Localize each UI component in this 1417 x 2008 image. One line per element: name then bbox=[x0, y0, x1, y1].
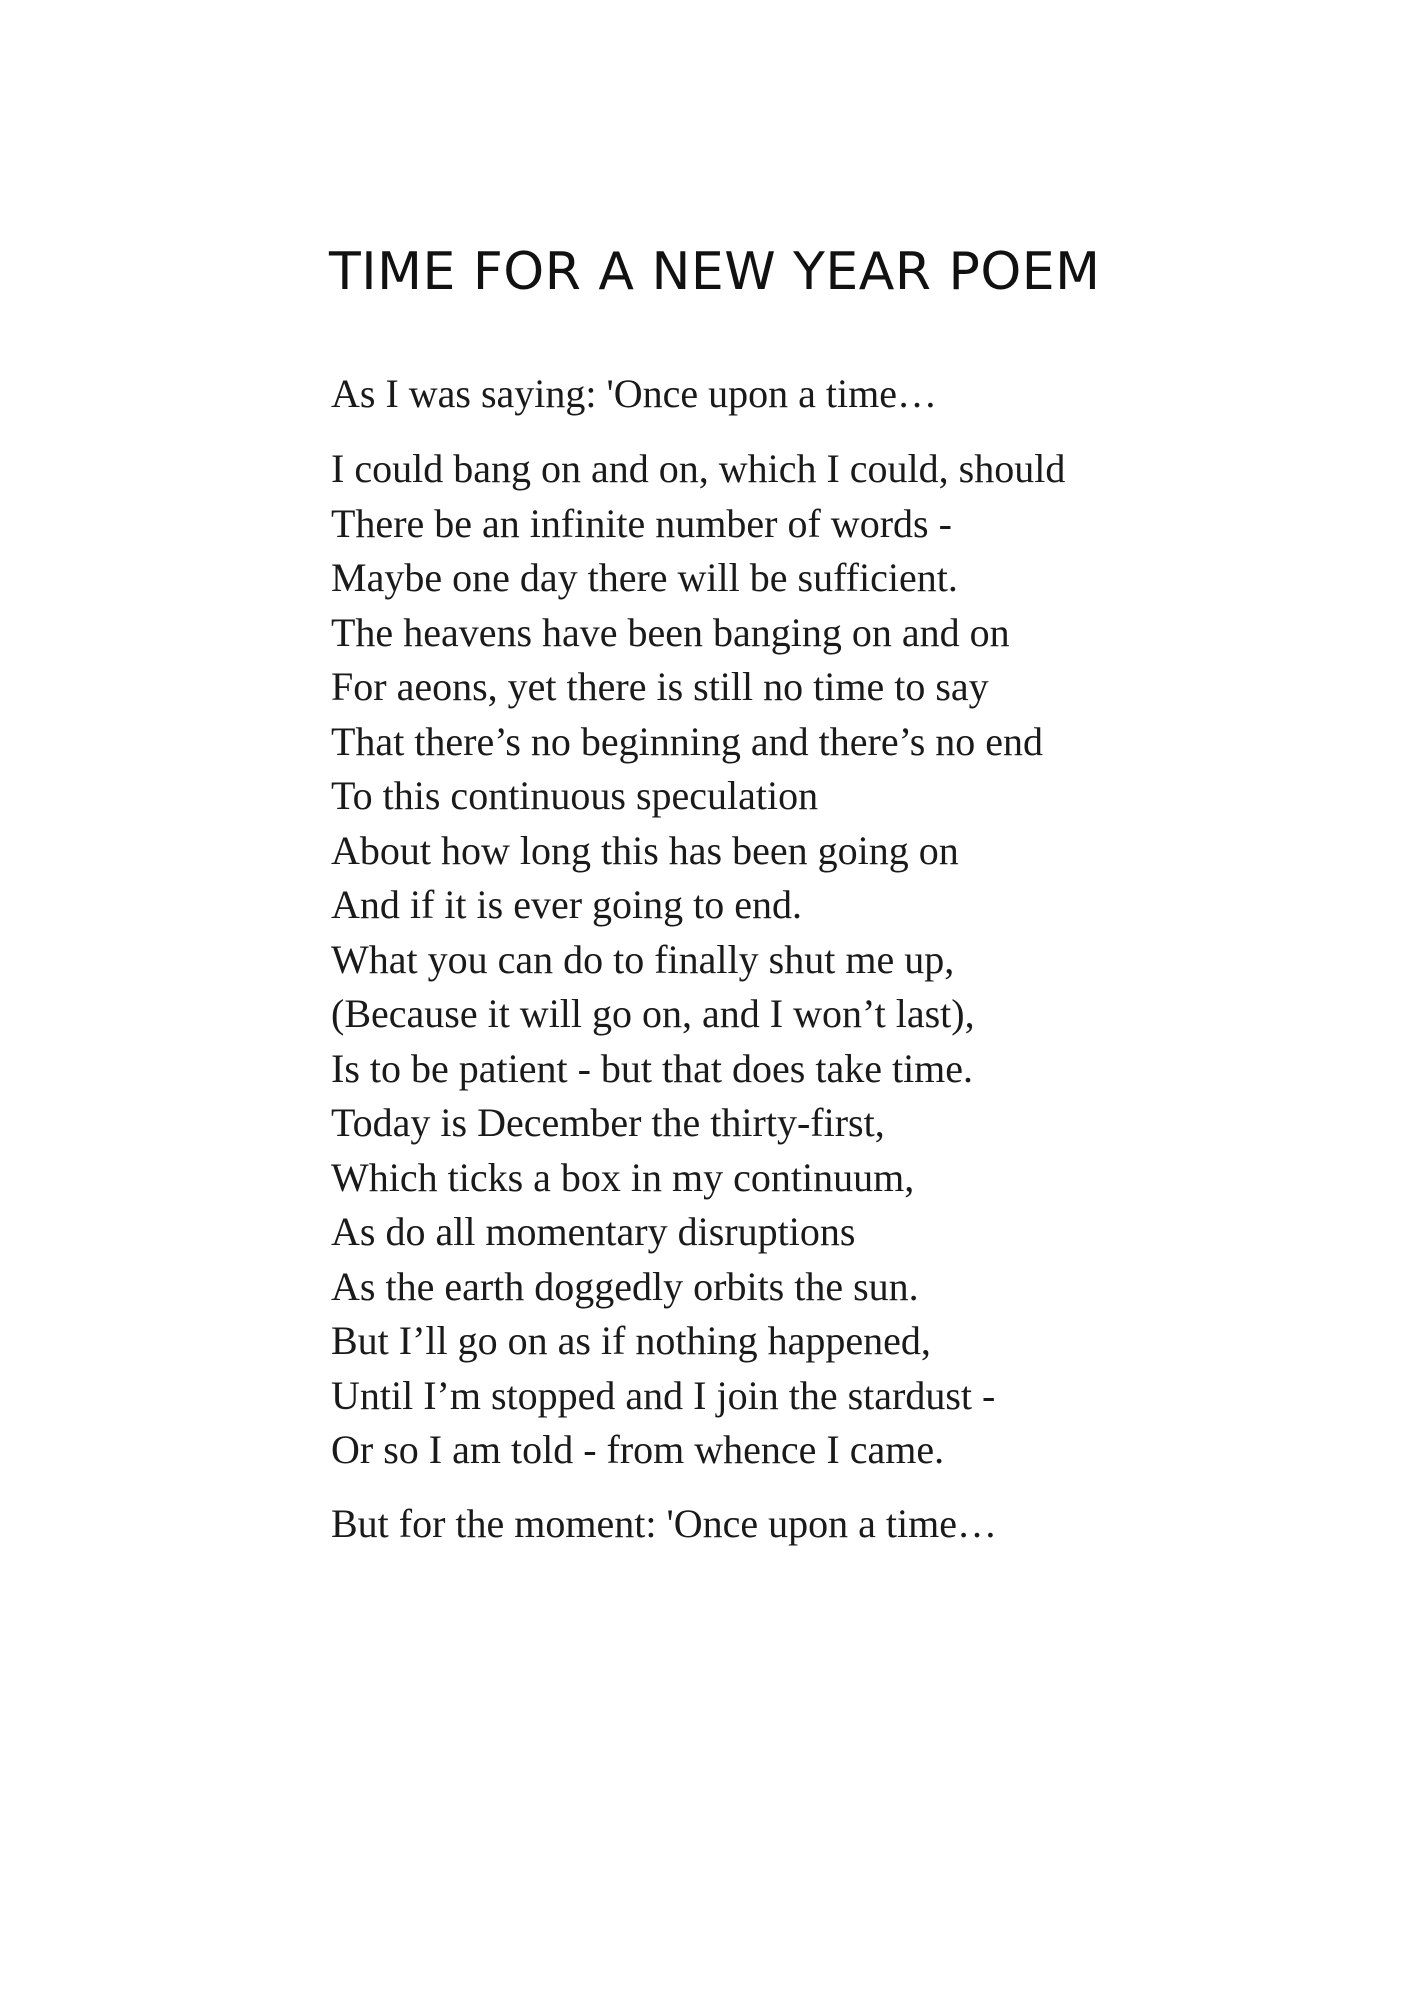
poem-line: For aeons, yet there is still no time to say bbox=[331, 664, 989, 709]
poem-line: Or so I am told - from whence I came. bbox=[331, 1427, 945, 1472]
poem-line: I could bang on and on, which I could, should bbox=[331, 446, 1066, 491]
poem-line: That there’s no beginning and there’s no end bbox=[331, 718, 1044, 764]
poem-line: What you can do to finally shut me up, bbox=[331, 936, 955, 982]
poem-line: As I was saying: 'Once upon a time… bbox=[331, 371, 937, 416]
poem-line: And if it is ever going to end. bbox=[331, 882, 803, 927]
poem-line: The heavens have been banging on and on bbox=[331, 609, 1010, 655]
closing-stanza bbox=[331, 1497, 997, 1552]
poem-line: But I’ll go on as if nothing happened, bbox=[331, 1318, 931, 1363]
poem-line: Maybe one day there will be sufficient. bbox=[331, 555, 958, 600]
poem-title: TIME FOR A NEW YEAR POEM bbox=[329, 242, 1101, 302]
poem-line: There be an infinite number of words - bbox=[331, 500, 952, 546]
poem-line: Which ticks a box in my continuum, bbox=[331, 1154, 915, 1200]
opening-stanza bbox=[331, 367, 937, 422]
main-stanza bbox=[331, 442, 1065, 1478]
poem-line: But for the moment: 'Once upon a time… bbox=[331, 1501, 997, 1546]
poem-line: Is to be patient - but that does take time. bbox=[331, 1045, 974, 1091]
poem-line: About how long this has been going on bbox=[331, 827, 959, 873]
poem-line: As do all momentary disruptions bbox=[331, 1209, 856, 1254]
poem-line: As the earth doggedly orbits the sun. bbox=[331, 1263, 919, 1309]
poem-line: Today is December the thirty-first, bbox=[331, 1100, 885, 1145]
poem-line: To this continuous speculation bbox=[331, 773, 819, 818]
poem-line: (Because it will go on, and I won’t last), bbox=[331, 991, 975, 1036]
poem-line: Until I’m stopped and I join the stardust - bbox=[331, 1372, 996, 1418]
